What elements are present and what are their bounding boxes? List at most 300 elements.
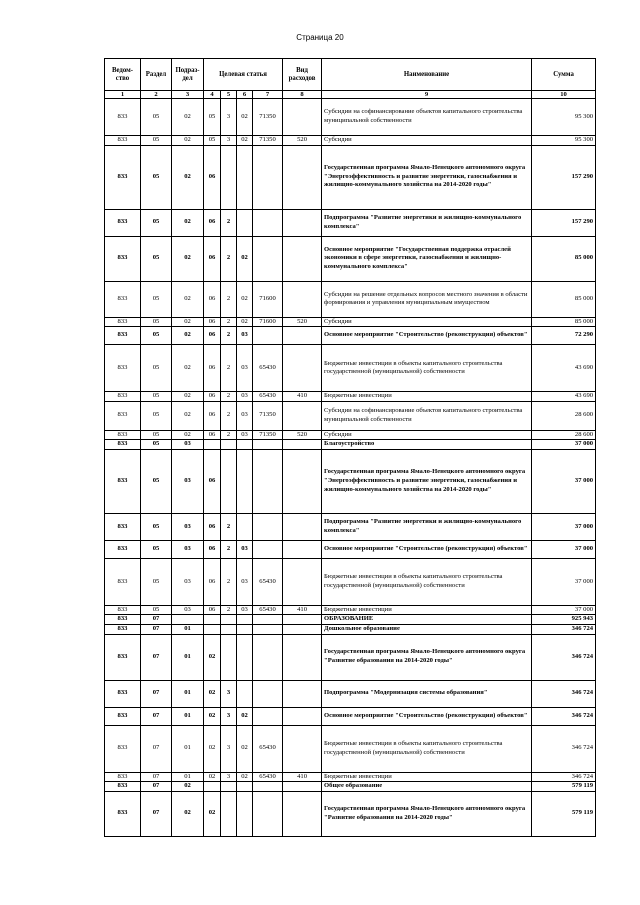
vedomstvo-cell: 833 <box>105 99 141 136</box>
razdel-cell: 07 <box>141 725 172 772</box>
event-code-cell: 02 <box>237 236 253 281</box>
subprogram-code-cell: 3 <box>221 99 237 136</box>
podrazdel-cell: 02 <box>172 99 204 136</box>
razdel-cell: 05 <box>141 345 172 392</box>
podrazdel-cell: 03 <box>172 440 204 450</box>
table-row <box>105 513 596 540</box>
podrazdel-cell: 02 <box>172 136 204 146</box>
event-code-cell: 03 <box>237 345 253 392</box>
program-code-cell: 06 <box>204 449 221 513</box>
vedomstvo-cell: 833 <box>105 327 141 345</box>
vedomstvo-cell: 833 <box>105 615 141 625</box>
program-code-cell: 06 <box>204 401 221 430</box>
razdel-cell: 05 <box>141 317 172 327</box>
subprogram-code-cell: 3 <box>221 680 237 707</box>
direction-code-cell <box>253 145 283 209</box>
direction-code-cell <box>253 540 283 558</box>
event-code-cell: 03 <box>237 327 253 345</box>
event-code-cell <box>237 680 253 707</box>
table-row <box>105 430 596 440</box>
name-cell: ОБРАЗОВАНИЕ <box>322 615 532 625</box>
table-row <box>105 791 596 836</box>
vedomstvo-cell: 833 <box>105 624 141 634</box>
column-number: 5 <box>221 91 237 99</box>
event-code-cell <box>237 145 253 209</box>
vedomstvo-cell: 833 <box>105 680 141 707</box>
vedomstvo-cell: 833 <box>105 725 141 772</box>
podrazdel-cell: 03 <box>172 558 204 605</box>
vid-rashodov-cell <box>283 634 322 680</box>
podrazdel-cell: 01 <box>172 680 204 707</box>
program-code-cell: 06 <box>204 345 221 392</box>
vid-rashodov-cell <box>283 209 322 236</box>
podrazdel-cell: 02 <box>172 281 204 317</box>
program-code-cell: 02 <box>204 634 221 680</box>
summa-cell: 37 000 <box>532 440 596 450</box>
program-code-cell: 02 <box>204 772 221 782</box>
vid-rashodov-cell <box>283 99 322 136</box>
table-row <box>105 440 596 450</box>
name-cell: Бюджетные инвестиции в объекты капитального строительства государственной (муниципальной) собственности <box>322 345 532 392</box>
name-cell: Государственная программа Ямало-Ненецкого автономного округа "Развитие образования на 2014-2020 годы" <box>322 791 532 836</box>
summa-cell: 95 300 <box>532 136 596 146</box>
summa-cell: 85 000 <box>532 281 596 317</box>
summa-cell: 346 724 <box>532 624 596 634</box>
vedomstvo-cell: 833 <box>105 401 141 430</box>
podrazdel-cell: 02 <box>172 145 204 209</box>
razdel-cell: 07 <box>141 707 172 725</box>
name-cell: Субсидии на софинансирование объектов капитального строительства муниципальной собственности <box>322 401 532 430</box>
razdel-cell: 05 <box>141 136 172 146</box>
column-number: 3 <box>172 91 204 99</box>
summa-cell: 579 119 <box>532 782 596 792</box>
vedomstvo-cell: 833 <box>105 772 141 782</box>
podrazdel-cell: 02 <box>172 791 204 836</box>
event-code-cell: 02 <box>237 725 253 772</box>
razdel-cell: 05 <box>141 440 172 450</box>
table-row <box>105 680 596 707</box>
podrazdel-cell: 02 <box>172 782 204 792</box>
event-code-cell: 03 <box>237 540 253 558</box>
direction-code-cell: 71600 <box>253 281 283 317</box>
subprogram-code-cell: 2 <box>221 327 237 345</box>
direction-code-cell <box>253 236 283 281</box>
podrazdel-cell: 01 <box>172 624 204 634</box>
table-row <box>105 558 596 605</box>
subprogram-code-cell: 3 <box>221 725 237 772</box>
vid-rashodov-cell: 410 <box>283 772 322 782</box>
direction-code-cell: 71350 <box>253 99 283 136</box>
direction-code-cell <box>253 707 283 725</box>
header-razdel: Раздел <box>141 59 172 91</box>
name-cell: Основное мероприятие "Государственная поддержка отраслей экономики в сфере энергетики, газоснабжения и жилищно-коммунального комплекса" <box>322 236 532 281</box>
direction-code-cell: 71350 <box>253 430 283 440</box>
vid-rashodov-cell <box>283 513 322 540</box>
vedomstvo-cell: 833 <box>105 392 141 402</box>
direction-code-cell: 65430 <box>253 392 283 402</box>
name-cell: Бюджетные инвестиции в объекты капитального строительства государственной (муниципальной) собственности <box>322 558 532 605</box>
direction-code-cell: 71600 <box>253 317 283 327</box>
name-cell: Субсидии <box>322 430 532 440</box>
summa-cell: 346 724 <box>532 772 596 782</box>
table-row <box>105 209 596 236</box>
direction-code-cell <box>253 791 283 836</box>
summa-cell: 346 724 <box>532 680 596 707</box>
summa-cell: 346 724 <box>532 707 596 725</box>
vedomstvo-cell: 833 <box>105 236 141 281</box>
subprogram-code-cell: 2 <box>221 513 237 540</box>
event-code-cell: 03 <box>237 401 253 430</box>
program-code-cell: 06 <box>204 392 221 402</box>
column-number: 4 <box>204 91 221 99</box>
program-code-cell: 06 <box>204 145 221 209</box>
header-naimenovanie: Наименование <box>322 59 532 91</box>
subprogram-code-cell: 2 <box>221 281 237 317</box>
subprogram-code-cell <box>221 791 237 836</box>
vedomstvo-cell: 833 <box>105 209 141 236</box>
razdel-cell: 05 <box>141 99 172 136</box>
vid-rashodov-cell <box>283 236 322 281</box>
direction-code-cell <box>253 782 283 792</box>
event-code-cell <box>237 624 253 634</box>
direction-code-cell <box>253 513 283 540</box>
program-code-cell: 02 <box>204 680 221 707</box>
podrazdel-cell: 02 <box>172 236 204 281</box>
table-row <box>105 540 596 558</box>
podrazdel-cell: 01 <box>172 725 204 772</box>
vedomstvo-cell: 833 <box>105 440 141 450</box>
vid-rashodov-cell: 520 <box>283 136 322 146</box>
summa-cell: 95 300 <box>532 99 596 136</box>
name-cell: Государственная программа Ямало-Ненецкого автономного округа "Развитие образования на 2014-2020 годы" <box>322 634 532 680</box>
subprogram-code-cell: 2 <box>221 558 237 605</box>
subprogram-code-cell <box>221 145 237 209</box>
event-code-cell: 02 <box>237 317 253 327</box>
table-row <box>105 624 596 634</box>
table-row <box>105 99 596 136</box>
subprogram-code-cell <box>221 782 237 792</box>
podrazdel-cell: 02 <box>172 401 204 430</box>
name-cell: Основное мероприятие "Строительство (реконструкция) объектов" <box>322 540 532 558</box>
program-code-cell: 06 <box>204 327 221 345</box>
subprogram-code-cell <box>221 634 237 680</box>
direction-code-cell <box>253 634 283 680</box>
table-row <box>105 707 596 725</box>
summa-cell: 579 119 <box>532 791 596 836</box>
name-cell: Государственная программа Ямало-Ненецкого автономного округа "Энергоэффективность и развитие энергетики, газоснабжения и жилищно-коммунального хозяйства на 2014-2020 годы" <box>322 449 532 513</box>
podrazdel-cell: 02 <box>172 430 204 440</box>
name-cell: Подпрограмма "Развитие энергетики и жилищно-коммунального комплекса" <box>322 513 532 540</box>
summa-cell: 43 690 <box>532 392 596 402</box>
direction-code-cell <box>253 440 283 450</box>
subprogram-code-cell <box>221 615 237 625</box>
summa-cell: 346 724 <box>532 725 596 772</box>
table-row <box>105 449 596 513</box>
vid-rashodov-cell <box>283 707 322 725</box>
column-number: 6 <box>237 91 253 99</box>
razdel-cell: 07 <box>141 772 172 782</box>
vedomstvo-cell: 833 <box>105 136 141 146</box>
program-code-cell: 02 <box>204 791 221 836</box>
vid-rashodov-cell: 410 <box>283 392 322 402</box>
summa-cell: 346 724 <box>532 634 596 680</box>
vid-rashodov-cell <box>283 401 322 430</box>
subprogram-code-cell <box>221 449 237 513</box>
direction-code-cell <box>253 624 283 634</box>
summa-cell: 37 000 <box>532 449 596 513</box>
vedomstvo-cell: 833 <box>105 317 141 327</box>
vedomstvo-cell: 833 <box>105 558 141 605</box>
vid-rashodov-cell <box>283 782 322 792</box>
subprogram-code-cell <box>221 624 237 634</box>
razdel-cell: 05 <box>141 540 172 558</box>
budget-table <box>104 58 596 837</box>
podrazdel-cell: 02 <box>172 392 204 402</box>
header-podrazdel: Подраз-дел <box>172 59 204 91</box>
subprogram-code-cell: 2 <box>221 392 237 402</box>
header-vedomstvo: Ведом-ство <box>105 59 141 91</box>
direction-code-cell <box>253 209 283 236</box>
program-code-cell: 05 <box>204 99 221 136</box>
column-number: 10 <box>532 91 596 99</box>
podrazdel-cell: 02 <box>172 209 204 236</box>
table-row <box>105 615 596 625</box>
name-cell: Дошкольное образование <box>322 624 532 634</box>
razdel-cell: 05 <box>141 392 172 402</box>
header-summa: Сумма <box>532 59 596 91</box>
name-cell: Основное мероприятие "Строительство (реконструкция) объектов" <box>322 707 532 725</box>
event-code-cell <box>237 634 253 680</box>
subprogram-code-cell: 2 <box>221 317 237 327</box>
event-code-cell <box>237 440 253 450</box>
podrazdel-cell <box>172 615 204 625</box>
vid-rashodov-cell: 520 <box>283 317 322 327</box>
vid-rashodov-cell <box>283 624 322 634</box>
name-cell: Благоустройство <box>322 440 532 450</box>
column-number: 8 <box>283 91 322 99</box>
razdel-cell: 05 <box>141 327 172 345</box>
razdel-cell: 05 <box>141 558 172 605</box>
vid-rashodov-cell <box>283 540 322 558</box>
vid-rashodov-cell <box>283 281 322 317</box>
program-code-cell: 06 <box>204 281 221 317</box>
event-code-cell: 03 <box>237 558 253 605</box>
vid-rashodov-cell <box>283 440 322 450</box>
subprogram-code-cell: 3 <box>221 136 237 146</box>
table-row <box>105 236 596 281</box>
vedomstvo-cell: 833 <box>105 782 141 792</box>
summa-cell: 43 690 <box>532 345 596 392</box>
razdel-cell: 05 <box>141 401 172 430</box>
vedomstvo-cell: 833 <box>105 345 141 392</box>
event-code-cell: 02 <box>237 136 253 146</box>
summa-cell: 85 000 <box>532 317 596 327</box>
podrazdel-cell: 01 <box>172 707 204 725</box>
vid-rashodov-cell: 410 <box>283 605 322 615</box>
summa-cell: 157 290 <box>532 209 596 236</box>
vedomstvo-cell: 833 <box>105 791 141 836</box>
subprogram-code-cell: 3 <box>221 707 237 725</box>
program-code-cell: 06 <box>204 236 221 281</box>
razdel-cell: 05 <box>141 209 172 236</box>
name-cell: Подпрограмма "Модернизация системы образования" <box>322 680 532 707</box>
razdel-cell: 07 <box>141 791 172 836</box>
program-code-cell: 06 <box>204 605 221 615</box>
subprogram-code-cell <box>221 440 237 450</box>
summa-cell: 37 000 <box>532 558 596 605</box>
event-code-cell <box>237 513 253 540</box>
subprogram-code-cell: 2 <box>221 430 237 440</box>
summa-cell: 37 000 <box>532 540 596 558</box>
table-row <box>105 401 596 430</box>
vedomstvo-cell: 833 <box>105 605 141 615</box>
header-celevaya-statya: Целевая статья <box>204 59 283 91</box>
event-code-cell: 03 <box>237 430 253 440</box>
table-row <box>105 145 596 209</box>
razdel-cell: 07 <box>141 624 172 634</box>
table-row <box>105 392 596 402</box>
vedomstvo-cell: 833 <box>105 430 141 440</box>
program-code-cell: 02 <box>204 725 221 772</box>
vid-rashodov-cell <box>283 680 322 707</box>
program-code-cell <box>204 624 221 634</box>
event-code-cell: 03 <box>237 392 253 402</box>
direction-code-cell: 65430 <box>253 345 283 392</box>
subprogram-code-cell: 2 <box>221 345 237 392</box>
name-cell: Субсидии на решение отдельных вопросов местного значения в области формирования и управления муниципальным имуществом <box>322 281 532 317</box>
razdel-cell: 05 <box>141 281 172 317</box>
summa-cell: 28 600 <box>532 401 596 430</box>
vid-rashodov-cell <box>283 145 322 209</box>
direction-code-cell: 71350 <box>253 136 283 146</box>
name-cell: Бюджетные инвестиции в объекты капитального строительства государственной (муниципальной) собственности <box>322 725 532 772</box>
table-row <box>105 772 596 782</box>
event-code-cell <box>237 615 253 625</box>
vid-rashodov-cell <box>283 791 322 836</box>
column-number: 9 <box>322 91 532 99</box>
summa-cell: 72 290 <box>532 327 596 345</box>
event-code-cell <box>237 791 253 836</box>
program-code-cell <box>204 615 221 625</box>
vid-rashodov-cell <box>283 327 322 345</box>
subprogram-code-cell: 2 <box>221 540 237 558</box>
razdel-cell: 05 <box>141 430 172 440</box>
vid-rashodov-cell <box>283 725 322 772</box>
razdel-cell: 07 <box>141 680 172 707</box>
razdel-cell: 05 <box>141 145 172 209</box>
column-number: 7 <box>253 91 283 99</box>
razdel-cell: 07 <box>141 634 172 680</box>
vid-rashodov-cell <box>283 449 322 513</box>
podrazdel-cell: 02 <box>172 317 204 327</box>
header-vid-rashodov: Вид расходов <box>283 59 322 91</box>
vedomstvo-cell: 833 <box>105 449 141 513</box>
program-code-cell <box>204 782 221 792</box>
subprogram-code-cell: 2 <box>221 209 237 236</box>
column-number: 1 <box>105 91 141 99</box>
direction-code-cell <box>253 680 283 707</box>
page-title: Страница 20 <box>296 33 344 42</box>
program-code-cell: 06 <box>204 317 221 327</box>
name-cell: Государственная программа Ямало-Ненецкого автономного округа "Энергоэффективность и развитие энергетики, газоснабжения и жилищно-коммунального хозяйства на 2014-2020 годы" <box>322 145 532 209</box>
razdel-cell: 05 <box>141 236 172 281</box>
summa-cell: 157 290 <box>532 145 596 209</box>
name-cell: Бюджетные инвестиции <box>322 392 532 402</box>
summa-cell: 925 943 <box>532 615 596 625</box>
name-cell: Субсидии на софинансирование объектов капитального строительства муниципальной собственности <box>322 99 532 136</box>
subprogram-code-cell: 3 <box>221 772 237 782</box>
name-cell: Подпрограмма "Развитие энергетики и жилищно-коммунального комплекса" <box>322 209 532 236</box>
podrazdel-cell: 02 <box>172 345 204 392</box>
subprogram-code-cell: 2 <box>221 605 237 615</box>
podrazdel-cell: 03 <box>172 449 204 513</box>
table-row <box>105 136 596 146</box>
summa-cell: 85 000 <box>532 236 596 281</box>
razdel-cell: 05 <box>141 449 172 513</box>
direction-code-cell: 65430 <box>253 725 283 772</box>
direction-code-cell <box>253 615 283 625</box>
direction-code-cell <box>253 449 283 513</box>
event-code-cell: 02 <box>237 281 253 317</box>
vedomstvo-cell: 833 <box>105 634 141 680</box>
program-code-cell: 06 <box>204 540 221 558</box>
razdel-cell: 05 <box>141 605 172 615</box>
table-header-row <box>105 59 596 91</box>
column-number: 2 <box>141 91 172 99</box>
summa-cell: 37 000 <box>532 513 596 540</box>
table-row <box>105 281 596 317</box>
vedomstvo-cell: 833 <box>105 707 141 725</box>
vid-rashodov-cell: 520 <box>283 430 322 440</box>
event-code-cell: 03 <box>237 605 253 615</box>
podrazdel-cell: 01 <box>172 772 204 782</box>
podrazdel-cell: 01 <box>172 634 204 680</box>
program-code-cell: 06 <box>204 558 221 605</box>
table-row <box>105 327 596 345</box>
podrazdel-cell: 03 <box>172 540 204 558</box>
name-cell: Бюджетные инвестиции <box>322 605 532 615</box>
program-code-cell: 05 <box>204 136 221 146</box>
event-code-cell: 02 <box>237 707 253 725</box>
table-row <box>105 782 596 792</box>
program-code-cell: 06 <box>204 430 221 440</box>
podrazdel-cell: 03 <box>172 513 204 540</box>
vid-rashodov-cell <box>283 615 322 625</box>
event-code-cell <box>237 449 253 513</box>
summa-cell: 28 600 <box>532 430 596 440</box>
direction-code-cell: 65430 <box>253 605 283 615</box>
razdel-cell: 07 <box>141 615 172 625</box>
direction-code-cell <box>253 327 283 345</box>
vid-rashodov-cell <box>283 345 322 392</box>
subprogram-code-cell: 2 <box>221 401 237 430</box>
vedomstvo-cell: 833 <box>105 281 141 317</box>
razdel-cell: 05 <box>141 513 172 540</box>
program-code-cell: 06 <box>204 513 221 540</box>
podrazdel-cell: 02 <box>172 327 204 345</box>
vedomstvo-cell: 833 <box>105 513 141 540</box>
name-cell: Субсидии <box>322 317 532 327</box>
table-row <box>105 345 596 392</box>
razdel-cell: 07 <box>141 782 172 792</box>
table-row <box>105 634 596 680</box>
name-cell: Субсидии <box>322 136 532 146</box>
vedomstvo-cell: 833 <box>105 145 141 209</box>
direction-code-cell: 65430 <box>253 558 283 605</box>
event-code-cell: 02 <box>237 99 253 136</box>
vedomstvo-cell: 833 <box>105 540 141 558</box>
vid-rashodov-cell <box>283 558 322 605</box>
